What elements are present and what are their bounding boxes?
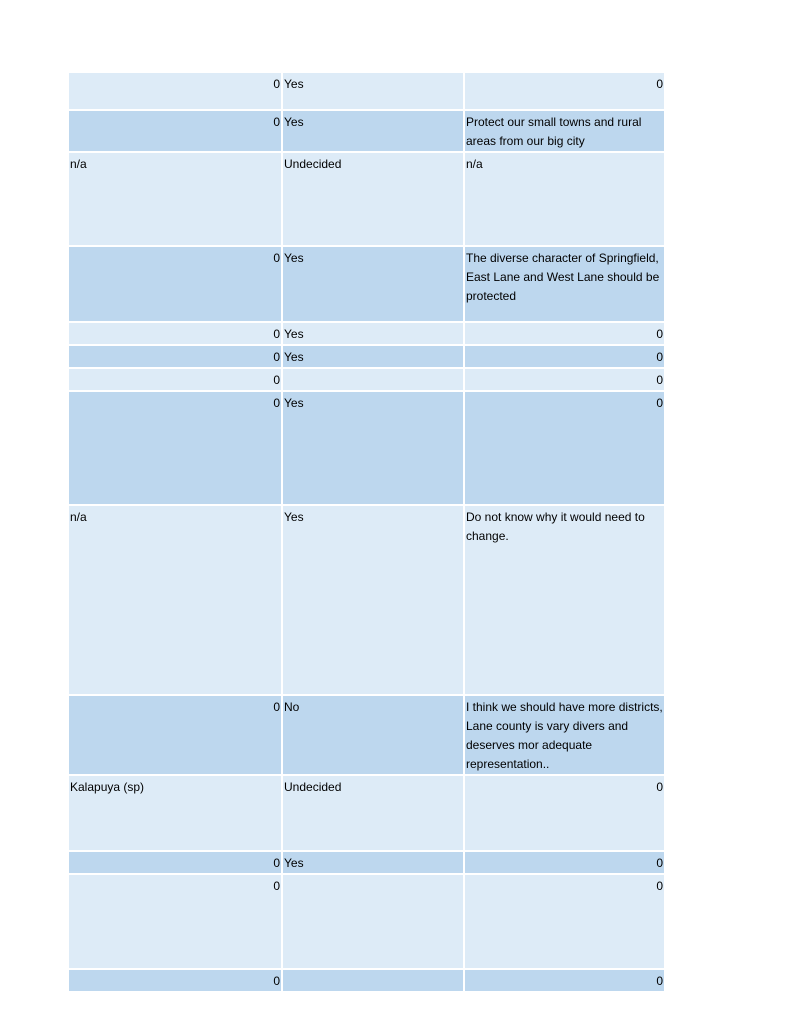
cell-col2[interactable] [282, 969, 464, 992]
cell-col2[interactable]: Undecided [282, 775, 464, 851]
spreadsheet-table [67, 71, 666, 993]
table-row [68, 505, 665, 695]
cell-col1[interactable]: 0 [68, 695, 282, 775]
cell-col2[interactable]: Yes [282, 851, 464, 874]
cell-col1[interactable]: 0 [68, 969, 282, 992]
cell-col2[interactable] [282, 368, 464, 391]
cell-col2[interactable]: Yes [282, 246, 464, 322]
cell-col3[interactable]: 0 [464, 969, 665, 992]
cell-col1[interactable]: 0 [68, 368, 282, 391]
table-row [68, 152, 665, 246]
table-row [68, 874, 665, 969]
cell-col1[interactable]: 0 [68, 851, 282, 874]
cell-col2[interactable]: Yes [282, 72, 464, 110]
table-row [68, 391, 665, 505]
cell-col1[interactable]: 0 [68, 246, 282, 322]
cell-col1[interactable]: Kalapuya (sp) [68, 775, 282, 851]
cell-col2[interactable]: Undecided [282, 152, 464, 246]
cell-col1[interactable]: 0 [68, 345, 282, 368]
cell-col3[interactable]: 0 [464, 322, 665, 345]
cell-col3[interactable]: The diverse character of Springfield, East Lane and West Lane should be protected [464, 246, 665, 322]
cell-col2[interactable] [282, 874, 464, 969]
cell-col2[interactable]: Yes [282, 345, 464, 368]
cell-col3[interactable]: 0 [464, 368, 665, 391]
table-row [68, 368, 665, 391]
cell-col1[interactable]: 0 [68, 874, 282, 969]
cell-col3[interactable]: n/a [464, 152, 665, 246]
cell-col2[interactable]: Yes [282, 505, 464, 695]
cell-col3[interactable]: 0 [464, 391, 665, 505]
table-row [68, 775, 665, 851]
table-row [68, 695, 665, 775]
cell-col3[interactable]: 0 [464, 851, 665, 874]
cell-col3[interactable]: Do not know why it would need to change. [464, 505, 665, 695]
cell-col3[interactable]: 0 [464, 72, 665, 110]
table-row [68, 246, 665, 322]
cell-col2[interactable]: No [282, 695, 464, 775]
cell-col1[interactable]: n/a [68, 152, 282, 246]
cell-col3[interactable]: Protect our small towns and rural areas from our big city [464, 110, 665, 152]
cell-col3[interactable]: 0 [464, 775, 665, 851]
table-row [68, 851, 665, 874]
cell-col2[interactable]: Yes [282, 391, 464, 505]
cell-col3[interactable]: 0 [464, 874, 665, 969]
cell-col2[interactable]: Yes [282, 110, 464, 152]
cell-col1[interactable]: 0 [68, 72, 282, 110]
table-row [68, 345, 665, 368]
cell-col2[interactable]: Yes [282, 322, 464, 345]
table-row [68, 322, 665, 345]
table-row [68, 969, 665, 992]
cell-col1[interactable]: 0 [68, 322, 282, 345]
cell-col1[interactable]: 0 [68, 110, 282, 152]
cell-col3[interactable]: I think we should have more districts, Lane county is vary divers and deserves mor adequate representation.. [464, 695, 665, 775]
cell-col1[interactable]: 0 [68, 391, 282, 505]
table-row [68, 110, 665, 152]
cell-col1[interactable]: n/a [68, 505, 282, 695]
cell-col3[interactable]: 0 [464, 345, 665, 368]
table-row [68, 72, 665, 110]
